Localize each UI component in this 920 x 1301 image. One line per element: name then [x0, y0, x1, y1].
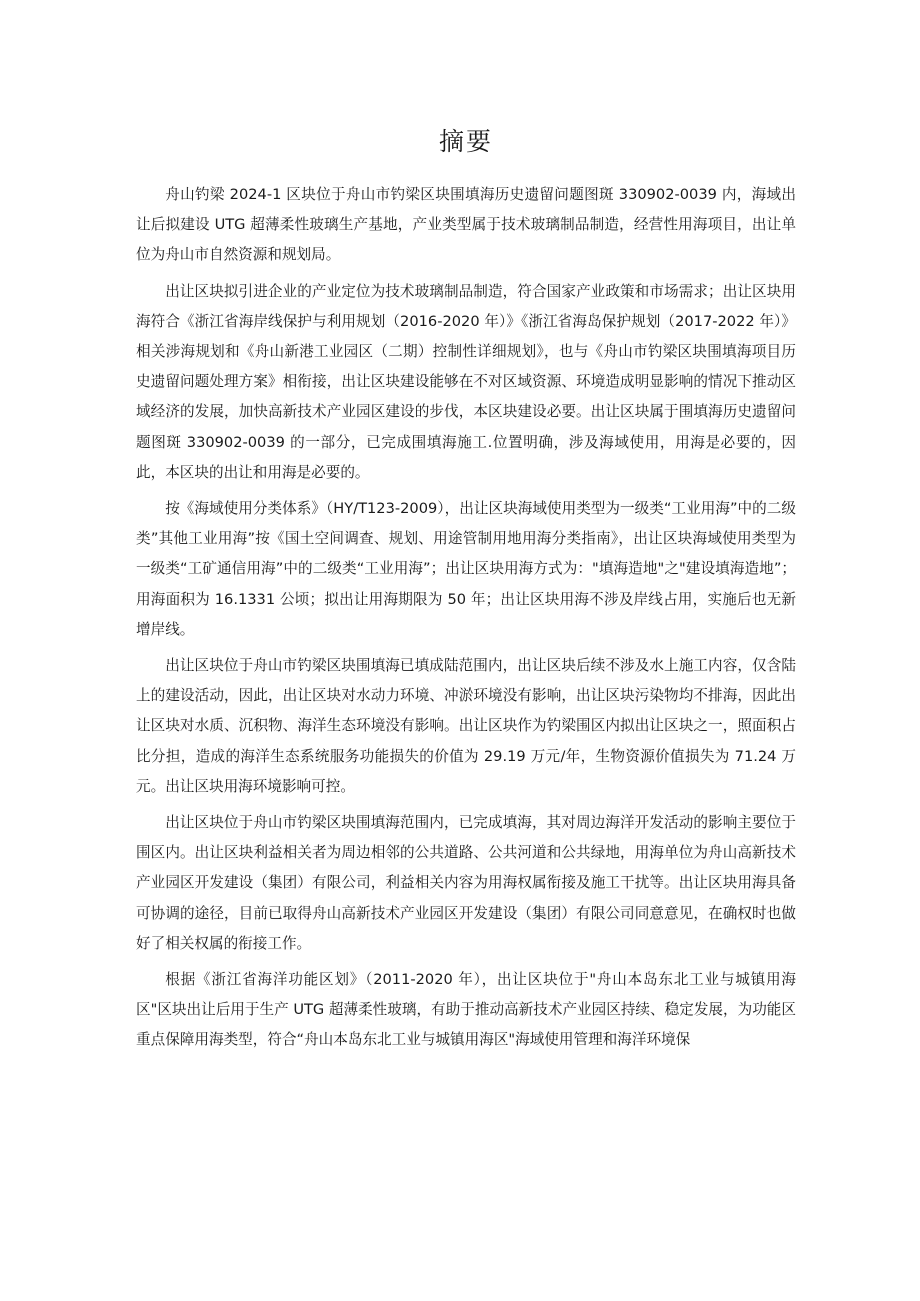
paragraph-stakeholders: 出让区块位于舟山市钓梁区块围填海范围内，已完成填海，其对周边海洋开发活动的影响主要位于围区内。出让区块利益相关者为周边相邻的公共道路、公共河道和公共绿地，用海单位为舟山高新技术产业园区开发建设（集团）有限公司，利益相关内容为用海权属衔接及施工干扰等。出让区块用海具备可协调的途径，目前已取得舟山高新技术产业园区开发建设（集团）有限公司同意意见，在确权时也做好了相关权属的衔接工作。: [136, 814, 796, 952]
page-title: 摘要: [438, 127, 493, 156]
paragraph-environment: 出让区块位于舟山市钓梁区块围填海已填成陆范围内，出让区块后续不涉及水上施工内容，仅含陆上的建设活动，因此，出让区块对水动力环境、冲淤环境没有影响，出让区块污染物均不排海，因此出让区块对水质、沉积物、海洋生态环境没有影响。出让区块作为钓梁围区内拟出让区块之一，照面积占比分担，造成的海洋生态系统服务功能损失的价值为 29.19 万元/年，生物资源价值损失为 71.24 万元。出让区块用海环境影响可控。: [136, 657, 796, 795]
paragraph-classification: 按《海域使用分类体系》（HY/T123-2009），出让区块海域使用类型为一级类“工业用海”中的二级类”其他工业用海”按《国土空间调查、规划、用途管制用地用海分类指南》，出让区块海域使用类型为一级类“工矿通信用海”中的二级类“工业用海”；出让区块用海方式为："填海造地"之"建设填海造地”；用海面积为 16.1331 公顷；拟出让用海期限为 50 年；出让区块用海不涉及岸线占用，实施后也无新增岸线。: [136, 500, 796, 638]
document-page: [136, 124, 796, 1062]
paragraph-zoning: 根据《浙江省海洋功能区划》（2011-2020 年），出让区块位于"舟山本岛东北工业与城镇用海区"区块出让后用于生产 UTG 超薄柔性玻璃，有助于推动高新技术产业园区持续、稳定发展，为功能区重点保障用海类型，符合“舟山本岛东北工业与城镇用海区"海域使用管理和海洋环境保: [136, 971, 796, 1049]
paragraph-necessity: 出让区块拟引进企业的产业定位为技术玻璃制品制造，符合国家产业政策和市场需求；出让区块用海符合《浙江省海岸线保护与利用规划（2016-2020 年）》《浙江省海岛保护规划（2017-2022 年）》相关涉海规划和《舟山新港工业园区（二期）控制性详细规划》，也与《舟山市钓梁区块围填海项目历史遗留问题处理方案》相衔接，出让区块建设能够在不对区域资源、环境造成明显影响的情况下推动区域经济的发展，加快高新技术产业园区建设的步伐，本区块建设必要。出让区块属于围填海历史遗留问题图斑 330902-0039 的一部分，已完成围填海施工.位置明确，涉及海域使用，用海是必要的，因此，本区块的出让和用海是必要的。: [136, 282, 796, 481]
paragraph-location: 舟山钓梁 2024-1 区块位于舟山市钓梁区块围填海历史遗留问题图斑 330902-0039 内，海域出让后拟建设 UTG 超薄柔性玻璃生产基地，产业类型属于技术玻璃制品制造，经营性用海项目，出让单位为舟山市自然资源和规划局。: [136, 186, 796, 264]
